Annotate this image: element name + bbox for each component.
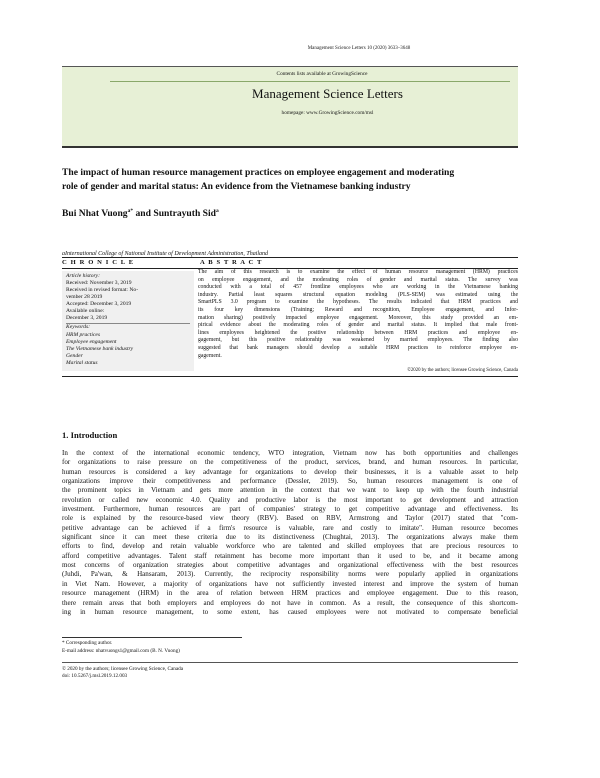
body-line: revolution or called new economic 4.0. Quality and productive labor is the most important to get development and attraction — [62, 495, 518, 504]
paper-title: The impact of human resource management practices on employee engagement and moderating role of gender and marital status: An evidence from the Vietnamese banking industry — [62, 167, 455, 192]
banner-divider — [110, 81, 510, 82]
section-rule — [62, 257, 518, 258]
abstract-line: pirical evidence about the moderating roles of gender and marital status. It implied that male front- — [198, 322, 518, 329]
journal-title: Management Science Letters — [252, 86, 403, 101]
journal-reference: Management Science Letters 10 (2020) 3633–3648 — [307, 46, 411, 51]
abstract-line: on employee engagement, and the moderating roles of gender and marital status. The survey was — [198, 276, 518, 283]
contents-availability: Contents lists available at GrowingScience — [276, 71, 368, 77]
abstract-line: suggested that bank managers should develop a suitable HRM practices to reinforce employee en- — [198, 344, 518, 351]
author-superscript: a* — [127, 208, 134, 214]
keyword: The Vietnamese bank industry — [66, 346, 134, 352]
body-line: human resources is considered a key advantage for organizations to develop their businesses, it is a valuable asset to help — [62, 467, 518, 476]
footer-rule — [62, 662, 518, 663]
section-rule — [62, 376, 518, 377]
chronicle-line: Article history: — [66, 273, 101, 279]
chronicle-heading: C H R O N I C L E — [62, 259, 135, 266]
body-line: petitive advantage can be achieved if a firm's resource is valuable, rare and costly to imitate". Human resource becomes — [62, 523, 518, 532]
abstract-line: its four key dimensions (Training; Reward and recognition, Employee engagement, and Infor- — [198, 306, 518, 313]
abstract-line: industry. Partial least squares structural equation modeling (PLS-SEM) was estimated using the — [198, 291, 518, 298]
keyword: Marital status — [66, 360, 98, 366]
affiliation: aInternational College of National Institute of Development Administration, Thailand — [62, 251, 269, 257]
body-line: In the context of the international economic tendency, WTO integration, Vietnam now has both opportunities and challenges — [62, 449, 518, 457]
abstract-line: conducted with a total of 457 frontline employees who are working in the Vietnamese banking — [198, 284, 518, 291]
introduction-heading: 1. Introduction — [62, 430, 118, 440]
abstract-heading: A B S T R A C T — [200, 259, 263, 266]
author-name: and Suntrayuth Sid — [135, 208, 217, 220]
body-line: organizations improve their competitiveness and performance (Dessler, 2019). So, human resources management is one of — [62, 477, 518, 486]
author-name: Bui Nhat Vuong — [62, 208, 128, 220]
body-line: most concerns of organization strategies about competitive advantages and organizational effectiveness with the best resources — [62, 561, 518, 570]
keyword: HRM practices — [66, 332, 101, 338]
footer-doi[interactable]: doi: 10.5267/j.msl.2019.12.003 — [62, 673, 128, 679]
chronicle-line: Available online: — [66, 308, 105, 314]
author-list — [62, 208, 219, 219]
body-line: for organizations to raise pressure on the competitiveness of the product, services, brand, and human resources. In particular, — [62, 458, 518, 467]
abstract-line: SmartPLS 3.0 program to examine the hypotheses. The results indicated that HRM practices and — [198, 299, 518, 306]
body-line: role is explained by the resource-based view theory (RBV). Based on RBV, Armstrong and Taylor (2017) stated that "com- — [62, 514, 518, 523]
body-line: efforts to find, develop and retain valuable workforce who are talented and skilled employees that are precious resources to — [62, 542, 518, 551]
keywords-label: Keywords: — [66, 324, 91, 330]
abstract-line: lines employees heightened the positive relationship between HRM practices and employee en- — [198, 329, 518, 336]
abstract-line: gagement. — [198, 352, 222, 359]
chronicle-line: Received in revised format: No- — [66, 287, 139, 293]
abstract-copyright: ©2020 by the authors; licensee Growing Science, Canada — [407, 368, 518, 373]
body-line: ing in human resource management, to some extent, has caused employees were not motivated to compensate beneficial — [62, 607, 518, 616]
keyword: Employee engagement — [66, 339, 117, 345]
body-line: afford competitive advantages. Talent staff retainment has become more important than it used to be, and it became among — [62, 551, 518, 560]
chronicle-line: Accepted: December 3, 2019 — [66, 301, 132, 307]
chronicle-box — [62, 271, 194, 371]
journal-homepage[interactable]: homepage: www.GrowingScience.com/msl — [281, 110, 374, 116]
abstract-line: The aim of this research is to examine the effect of human resource management (HRM) practices — [198, 269, 518, 275]
abstract-line: gagement, but this positive relationship was weakened by married employees. The finding also — [198, 337, 518, 344]
footnote-rule — [62, 637, 242, 638]
body-line: (Juhdi, Pa'wan, & Hansaram, 2013). Currently, the reciprocity responsibility norms were popularly applied in organizations — [62, 570, 518, 579]
body-line: in Viet Nam. However, a majority of organizations have not sufficiently invested interest and improve the system of human — [62, 579, 518, 588]
footer-copyright: © 2020 by the authors; licensee Growing Science, Canada — [62, 666, 184, 672]
body-line: investment. Furthermore, human resources are part of companies' strategy to get competitive advantage and effectiveness. Its — [62, 505, 518, 514]
body-line: resource management (HRM) in the area of relation between HRM practices and employee engagement. Due to this reason, — [62, 589, 518, 598]
chronicle-line: Received: November 3, 2019 — [66, 280, 132, 286]
keyword: Gender — [66, 353, 83, 359]
body-line: the prominent topics in Vietnam and gets more attention in the context that we want to keep up with the fourth industrial — [62, 486, 518, 495]
abstract-text — [198, 269, 518, 360]
banner-bottom-rule — [62, 146, 518, 148]
banner-top-rule — [62, 66, 518, 67]
email-note[interactable]: E-mail address: nhatvuongs1@gmail.com (B. N. Vuong) — [62, 648, 180, 654]
journal-banner — [62, 66, 518, 146]
corresponding-author-note: * Corresponding author. — [62, 640, 113, 646]
chronicle-line: vember 28 2019 — [66, 294, 103, 300]
author-superscript: a — [216, 208, 219, 214]
body-line: there remain areas that both employers and employees do not have in common. As a result, the consequence of this shortcom- — [62, 598, 518, 607]
introduction-text — [62, 449, 518, 617]
body-line: significant since it can meet these criteria due to its distinctiveness (Chughtai, 2013). The organizations always make them — [62, 533, 518, 542]
abstract-line: mation sharing) positively impacted employee engagement. Moreover, this study provided an em- — [198, 314, 518, 321]
chronicle-line: December 3, 2019 — [66, 315, 108, 321]
